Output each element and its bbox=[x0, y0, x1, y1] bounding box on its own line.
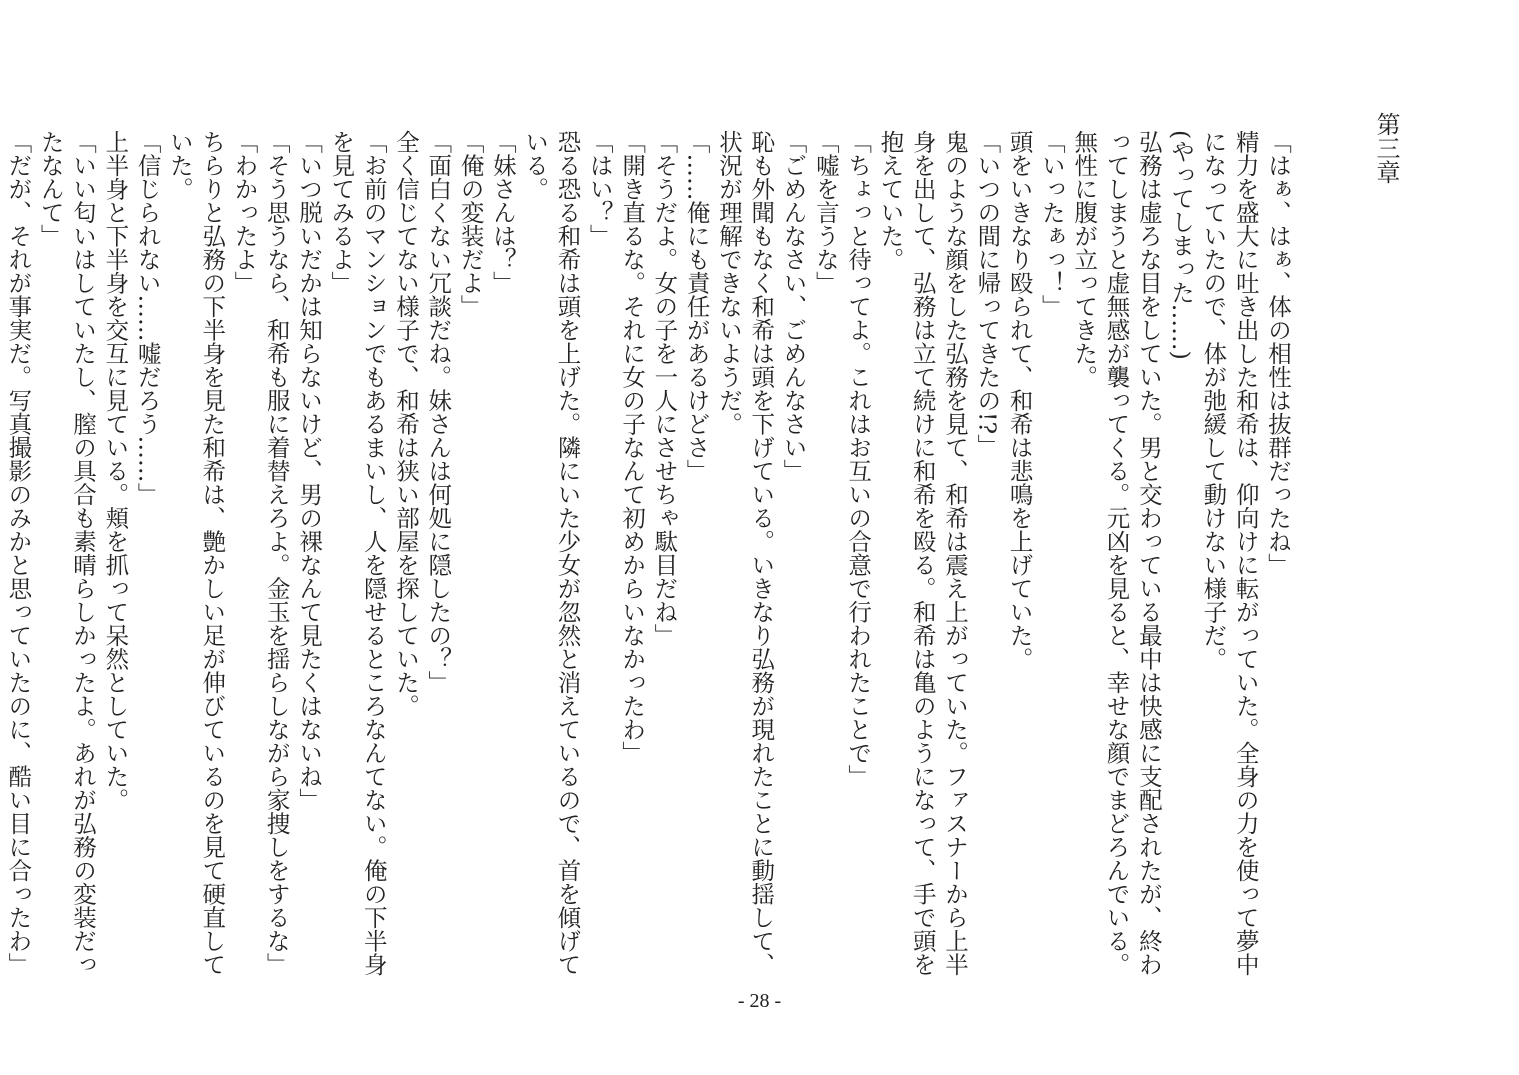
paragraph: 恐る恐る和希は頭を上げた。隣にいた少女が忽然と消えているので、首を傾げている。 bbox=[521, 130, 582, 976]
paragraph: 「はい？」 bbox=[585, 130, 614, 248]
paragraph: 「はぁ、はぁ、体の相性は抜群だったね」 bbox=[1264, 130, 1292, 577]
paragraph: 「お前のマンションでもあるまいし、人を隠せるところなんてない。俺の下半身を見てみるよ」 bbox=[327, 130, 388, 976]
paragraph: 鬼のような顔をした弘務を見て、和希は震え上がっていた。ファスナーから上半身を出して、弘務は立て続けに和希を殴る。和希は亀のようになって、手で頭を抱えていた。 bbox=[876, 130, 970, 976]
paragraph: 「……俺にも責任があるけどさ」 bbox=[682, 130, 711, 483]
paragraph: 「ごめんなさい、ごめんなさい」 bbox=[779, 130, 808, 483]
paragraph: 「面白くない冗談だね。妹さんは何処に隠したの？」 bbox=[424, 130, 453, 694]
paragraph: 「信じられない……嘘だろう……」 bbox=[133, 130, 162, 506]
paragraph: 「そうだよ。女の子を一人にさせちゃ駄目だね」 bbox=[650, 130, 679, 647]
paragraph: 「ちょっと待ってよ。これはお互いの合意で行われたことで」 bbox=[844, 130, 873, 788]
paragraph: 「いい匂いはしていたし、膣の具合も素晴らしかったよ。あれが弘務の変装だったなんて」 bbox=[36, 130, 98, 976]
paragraph bbox=[0, 130, 2, 980]
paragraph: 「いつ脱いだかは知らないけど、男の裸なんて見たくはないね」 bbox=[295, 130, 324, 812]
paragraph: 「俺の変装だよ」 bbox=[456, 130, 485, 318]
paragraph: 「妹さんは？」 bbox=[488, 130, 517, 295]
body-text bbox=[4, 130, 1294, 980]
page-number: ‐ 28 ‐ bbox=[737, 990, 782, 1012]
paragraph: 恥も外聞もなく和希は頭を下げている。いきなり弘務が現れたことに動揺して、状況が理解できないようだ。 bbox=[714, 130, 776, 976]
paragraph: 「いったぁっ！」 bbox=[1037, 130, 1066, 318]
paragraph: 「いつの間に帰ってきたの!?」 bbox=[973, 130, 1002, 458]
paragraph: 「そう思うなら、和希も服に着替えろよ。金玉を揺らしながら家捜しをするな」 bbox=[262, 130, 291, 976]
paragraph: 全く信じてない様子で、和希は狭い部屋を探していた。 bbox=[391, 130, 420, 718]
paragraph: 「だが、それが事実だ。写真撮影のみかと思っていたのに、酷い目に合ったわ」 bbox=[4, 130, 33, 976]
paragraph: 弘務は虚ろな目をしていた。男と交わっている最中は快感に支配されたが、終わってしまうと虚無感が襲ってくる。元凶を見ると、幸せな顔でまどろんでいる。無性に腹が立ってきた。 bbox=[1070, 130, 1163, 976]
paragraph: ちらりと弘務の下半身を見た和希は、艶かしい足が伸びているのを見て硬直していた。 bbox=[165, 130, 227, 976]
chapter-title: 第三章 bbox=[1372, 112, 1400, 184]
paragraph: 精力を盛大に吐き出した和希は、仰向けに転がっていた。全身の力を使って夢中になっていたので、体が弛緩して動けない様子だ。 bbox=[1199, 130, 1260, 976]
paragraph: (やってしまった……) bbox=[1167, 130, 1196, 360]
paragraph: 「嘘を言うな」 bbox=[811, 130, 840, 295]
paragraph: 頭をいきなり殴られて、和希は悲鳴を上げていた。 bbox=[1005, 130, 1034, 671]
paragraph: 上半身と下半身を交互に見ている。頬を抓って呆然としていた。 bbox=[101, 130, 130, 812]
paragraph: 「開き直るな。それに女の子なんて初めからいなかったわ」 bbox=[618, 130, 647, 765]
paragraph: 「わかったよ」 bbox=[230, 130, 259, 295]
